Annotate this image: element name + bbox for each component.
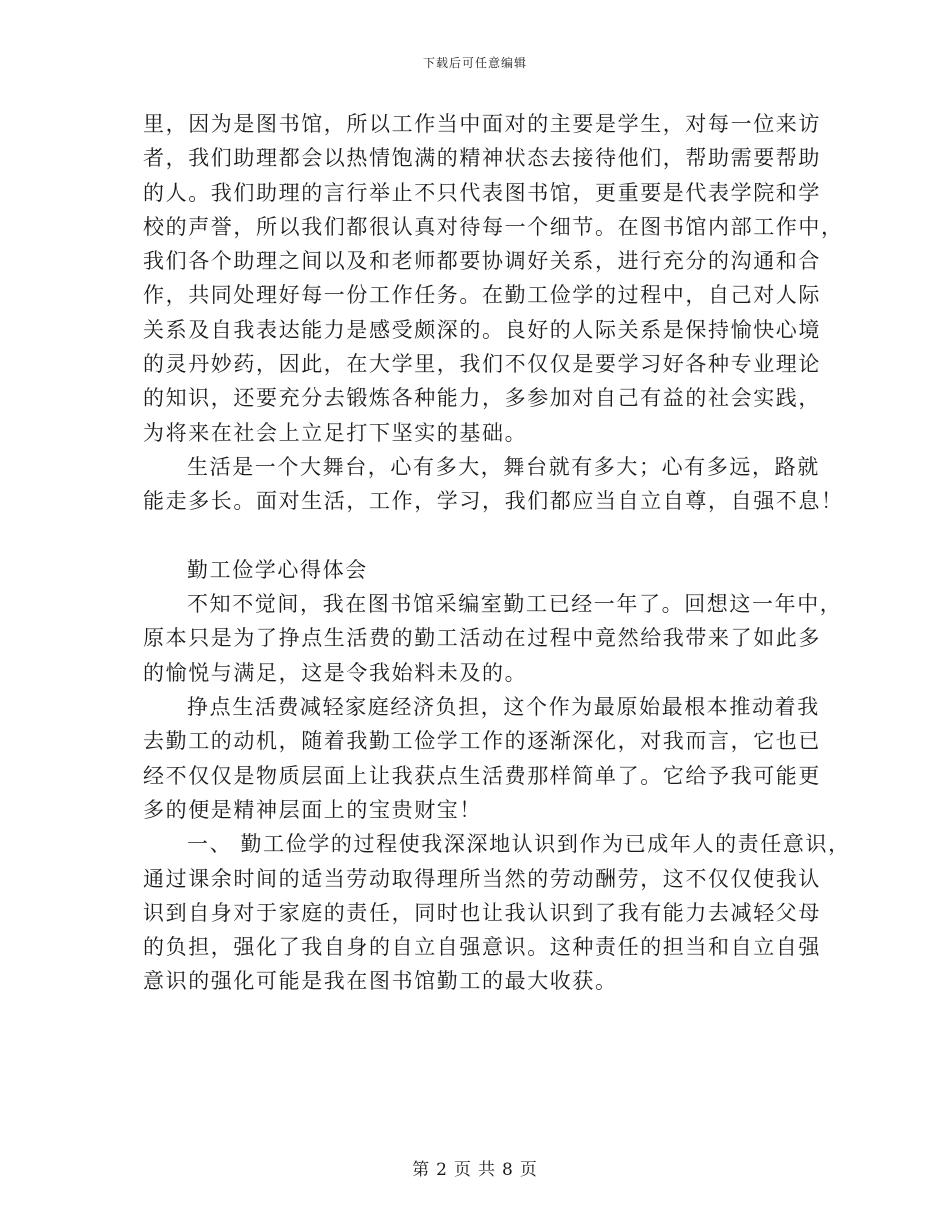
paragraph-first-line: 不知不觉间，我在图书馆采编室勤工已经一年了。回想这一年中， <box>187 592 843 617</box>
paragraph-first-line: 一、 勤工俭学的过程使我深深地认识到作为已成年人的责任意识， <box>187 832 851 857</box>
text-line: 的人。我们助理的言行举止不只代表图书馆，更重要是代表学院和学 <box>143 180 821 205</box>
footer-total-label: 共 <box>478 1160 496 1180</box>
footer-page-number: 2 <box>436 1160 448 1180</box>
text-line: 通过课余时间的适当劳动取得理所当然的劳动酬劳，这不仅仅使我认 <box>143 866 821 891</box>
footer-total-unit: 页 <box>519 1160 538 1180</box>
text-line: 能走多长。面对生活，工作，学习，我们都应当自立自尊，自强不息！ <box>143 489 844 514</box>
page-header: 下载后可任意编辑 <box>422 56 527 70</box>
text-line: 为将来在社会上立足打下坚实的基础。 <box>143 420 528 445</box>
footer-page-label: 第 <box>412 1160 431 1180</box>
text-line: 关系及自我表达能力是感受颇深的。良好的人际关系是保持愉快心境 <box>143 317 821 342</box>
text-line: 多的便是精神层面上的宝贵财宝！ <box>143 797 482 822</box>
paragraph-first-line: 挣点生活费减轻家庭经济负担，这个作为最原始最根本推动着我 <box>187 695 820 720</box>
footer-page-unit: 页 <box>454 1160 472 1180</box>
text-line: 意识的强化可能是我在图书馆勤工的最大收获。 <box>143 969 618 994</box>
blank-line <box>143 519 823 553</box>
section-heading: 勤工俭学心得体会 <box>187 557 368 582</box>
text-line: 里，因为是图书馆，所以工作当中面对的主要是学生，对每一位来访 <box>143 112 821 136</box>
text-line: 校的声誉，所以我们都很认真对待每一个细节。在图书馆内部工作中， <box>143 214 844 239</box>
document-body <box>143 107 851 999</box>
text-line: 识到自身对于家庭的责任，同时也让我认识到了我有能力去减轻父母 <box>143 900 821 925</box>
text-line: 我们各个助理之间以及和老师都要协调好关系，进行充分的沟通和合 <box>143 249 821 274</box>
footer-total-pages: 8 <box>502 1160 514 1180</box>
text-line: 经不仅仅是物质层面上让我获点生活费那样简单了。它给予我可能更 <box>143 763 821 788</box>
paragraph-first-line: 生活是一个大舞台，心有多大，舞台就有多大；心有多远，路就 <box>187 454 820 479</box>
text-line: 的愉悦与满足，这是令我始料未及的。 <box>143 660 528 685</box>
text-line: 的灵丹妙药，因此，在大学里，我们不仅仅是要学习好各种专业理论 <box>143 352 821 377</box>
text-line: 的负担，强化了我自身的自立自强意识。这种责任的担当和自立自强 <box>143 935 821 960</box>
page-footer <box>0 1155 950 1180</box>
text-line: 者，我们助理都会以热情饱满的精神状态去接待他们，帮助需要帮助 <box>143 146 821 171</box>
text-line: 去勤工的动机，随着我勤工俭学工作的逐渐深化，对我而言，它也已 <box>143 729 821 754</box>
text-line: 作，共同处理好每一份工作任务。在勤工俭学的过程中，自己对人际 <box>143 283 821 308</box>
text-line: 原本只是为了挣点生活费的勤工活动在过程中竟然给我带来了如此多 <box>143 626 821 651</box>
text-line: 的知识，还要充分去锻炼各种能力，多参加对自己有益的社会实践， <box>143 386 821 411</box>
